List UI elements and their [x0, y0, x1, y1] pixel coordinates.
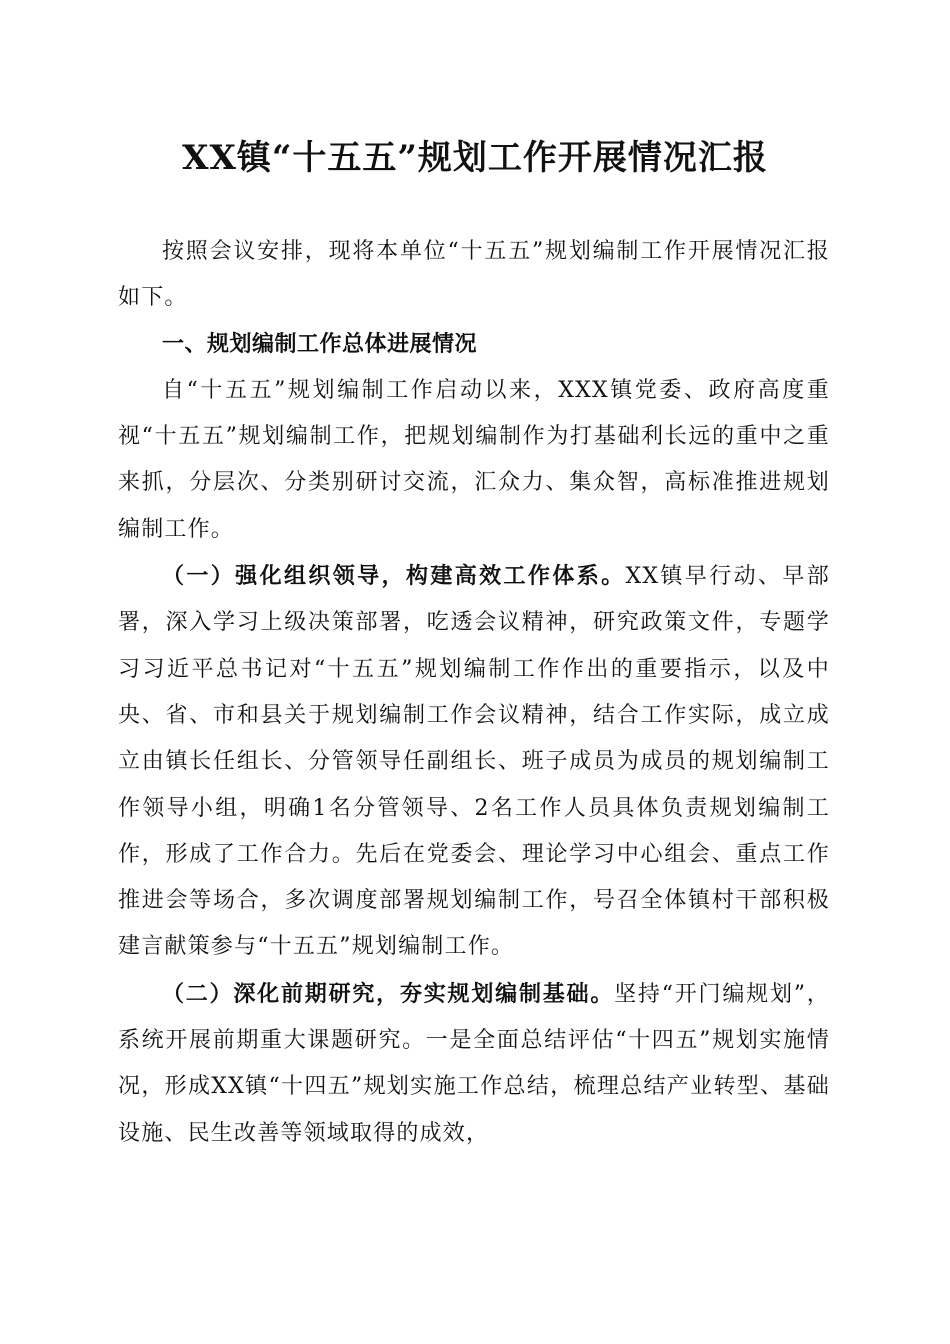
- subsection-2-paragraph: [118, 971, 830, 1157]
- subsection-2-text: 坚持“开门编规划”，系统开展前期重大课题研究。一是全面总结评估“十四五”规划实施情况，形成XX镇“十四五”规划实施工作总结，梳理总结产业转型、基础设施、民生改善等领域取得的成效，: [118, 981, 830, 1146]
- subsection-2-lead: （二）深化前期研究，夯实规划编制基础。: [162, 980, 615, 1007]
- subsection-1-lead: （一）强化组织领导，构建高效工作体系。: [162, 563, 626, 590]
- document-title: XX镇“十五五”规划工作开展情况汇报: [182, 138, 768, 178]
- section-heading-1: 一、规划编制工作总体进展情况: [162, 331, 478, 357]
- document-body: [118, 229, 830, 1157]
- subsection-1-text: XX镇早行动、早部署，深入学习上级决策部署，吃透会议精神，研究政策文件，专题学习习近平总书记对“十五五”规划编制工作作出的重要指示，以及中央、省、市和县关于规划编制工作会议精神，结合工作实际，成立成立由镇长任组长、分管领导任副组长、班子成员为成员的规划编制工作领导小组，明确1名分管领导、2名工作人员具体负责规划编制工作，形成了工作合力。先后在党委会、理论学习中心组会、重点工作推进会等场合，多次调度部署规划编制工作，号召全体镇村干部积极建言献策参与“十五五”规划编制工作。: [118, 564, 831, 960]
- subsection-1-paragraph: [118, 553, 830, 971]
- section-1-paragraph: 自“十五五”规划编制工作启动以来，XXX镇党委、政府高度重视“十五五”规划编制工作，把规划编制作为打基础利长远的重中之重来抓，分层次、分类别研讨交流，汇众力、集众智，高标准推进规划编制工作。: [118, 377, 830, 542]
- intro-paragraph: 按照会议安排，现将本单位“十五五”规划编制工作开展情况汇报如下。: [118, 239, 830, 311]
